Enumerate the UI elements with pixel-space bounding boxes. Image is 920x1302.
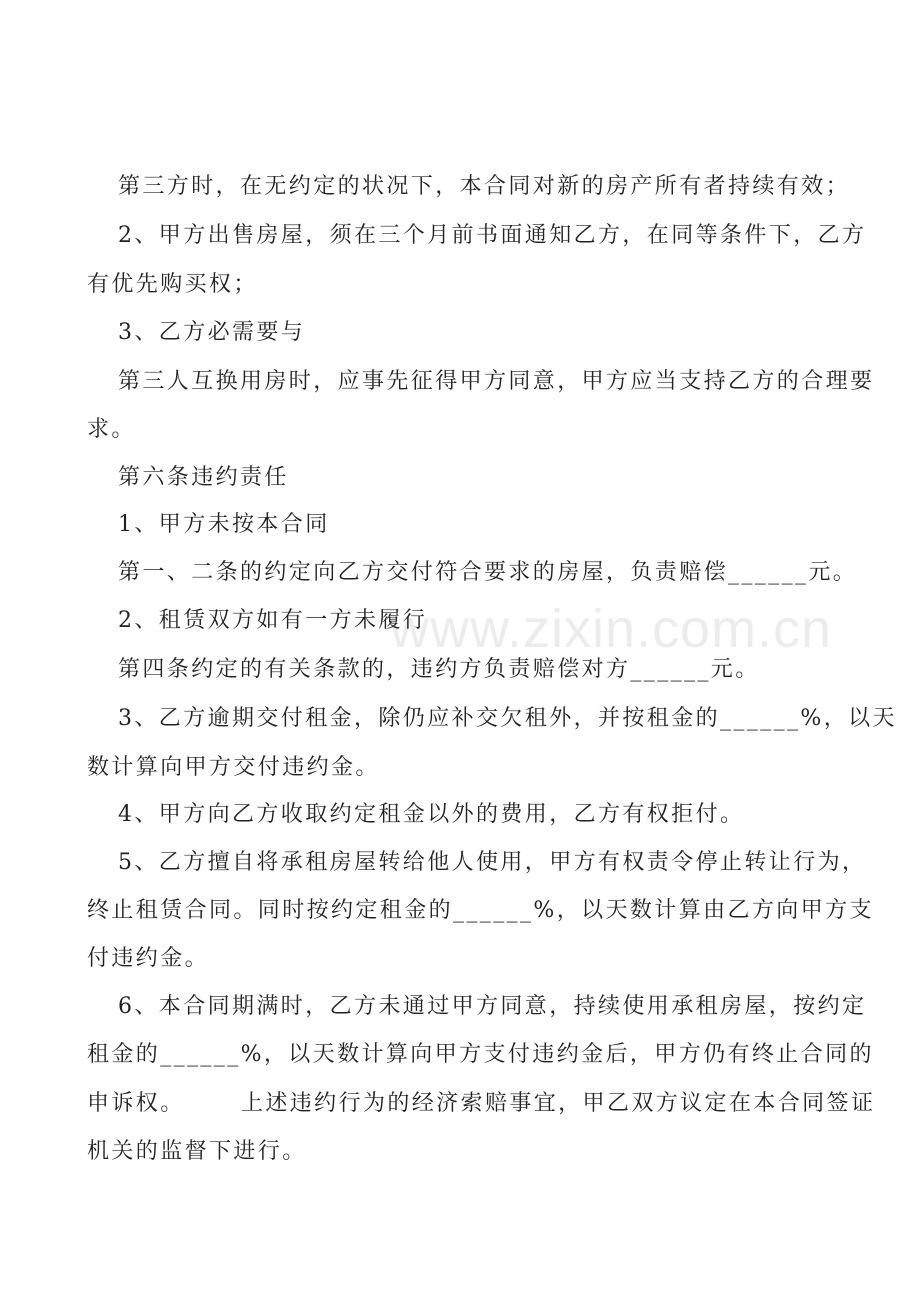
paragraph-line: 租金的______%，以天数计算向甲方支付违约金后，甲方仍有终止合同的: [87, 1042, 874, 1067]
paragraph-line: 机关的监督下进行。: [87, 1139, 307, 1164]
paragraph-line: 第三方时，在无约定的状况下，本合同对新的房产所有者持续有效；: [118, 174, 851, 199]
paragraph-line: 求。: [87, 417, 136, 442]
paragraph-line: 2、甲方出售房屋，须在三个月前书面通知乙方，在同等条件下，乙方: [118, 223, 867, 248]
paragraph-line: 数计算向甲方交付违约金。: [87, 755, 380, 780]
section-heading: 第六条违约责任: [118, 465, 289, 490]
watermark: www.zixin.com.cn: [390, 599, 833, 659]
paragraph-line: 2、租赁双方如有一方未履行: [118, 608, 428, 633]
paragraph-line: 4、甲方向乙方收取约定租金以外的费用，乙方有权拒付。: [118, 802, 745, 827]
paragraph-line: 终止租赁合同。同时按约定租金的______%，以天数计算由乙方向甲方支: [87, 898, 874, 923]
paragraph-line: 第三人互换用房时，应事先征得甲方同意，甲方应当支持乙方的合理要: [118, 369, 875, 394]
paragraph-line: 有优先购买权；: [87, 272, 258, 297]
paragraph-line: 付违约金。: [87, 946, 210, 971]
paragraph-line: 第四条约定的有关条款的，违约方负责赔偿对方______元。: [118, 657, 760, 682]
paragraph-line: 第一、二条的约定向乙方交付符合要求的房屋，负责赔偿______元。: [118, 560, 858, 585]
paragraph-line: 6、本合同期满时，乙方未通过甲方同意，持续使用承租房屋，按约定: [118, 994, 867, 1019]
paragraph-line: 1、甲方未按本合同: [118, 512, 330, 537]
paragraph-line: 申诉权。 上述违约行为的经济索赔事宜，甲乙双方议定在本合同签证: [87, 1091, 876, 1116]
paragraph-line: 5、乙方擅自将承租房屋转给他人使用，甲方有权责令停止转让行为，: [118, 850, 867, 875]
paragraph-line: 3、乙方逾期交付租金，除仍应补交欠租外，并按租金的______%，以天: [118, 706, 897, 731]
paragraph-line: 3、乙方必需要与: [118, 320, 306, 345]
